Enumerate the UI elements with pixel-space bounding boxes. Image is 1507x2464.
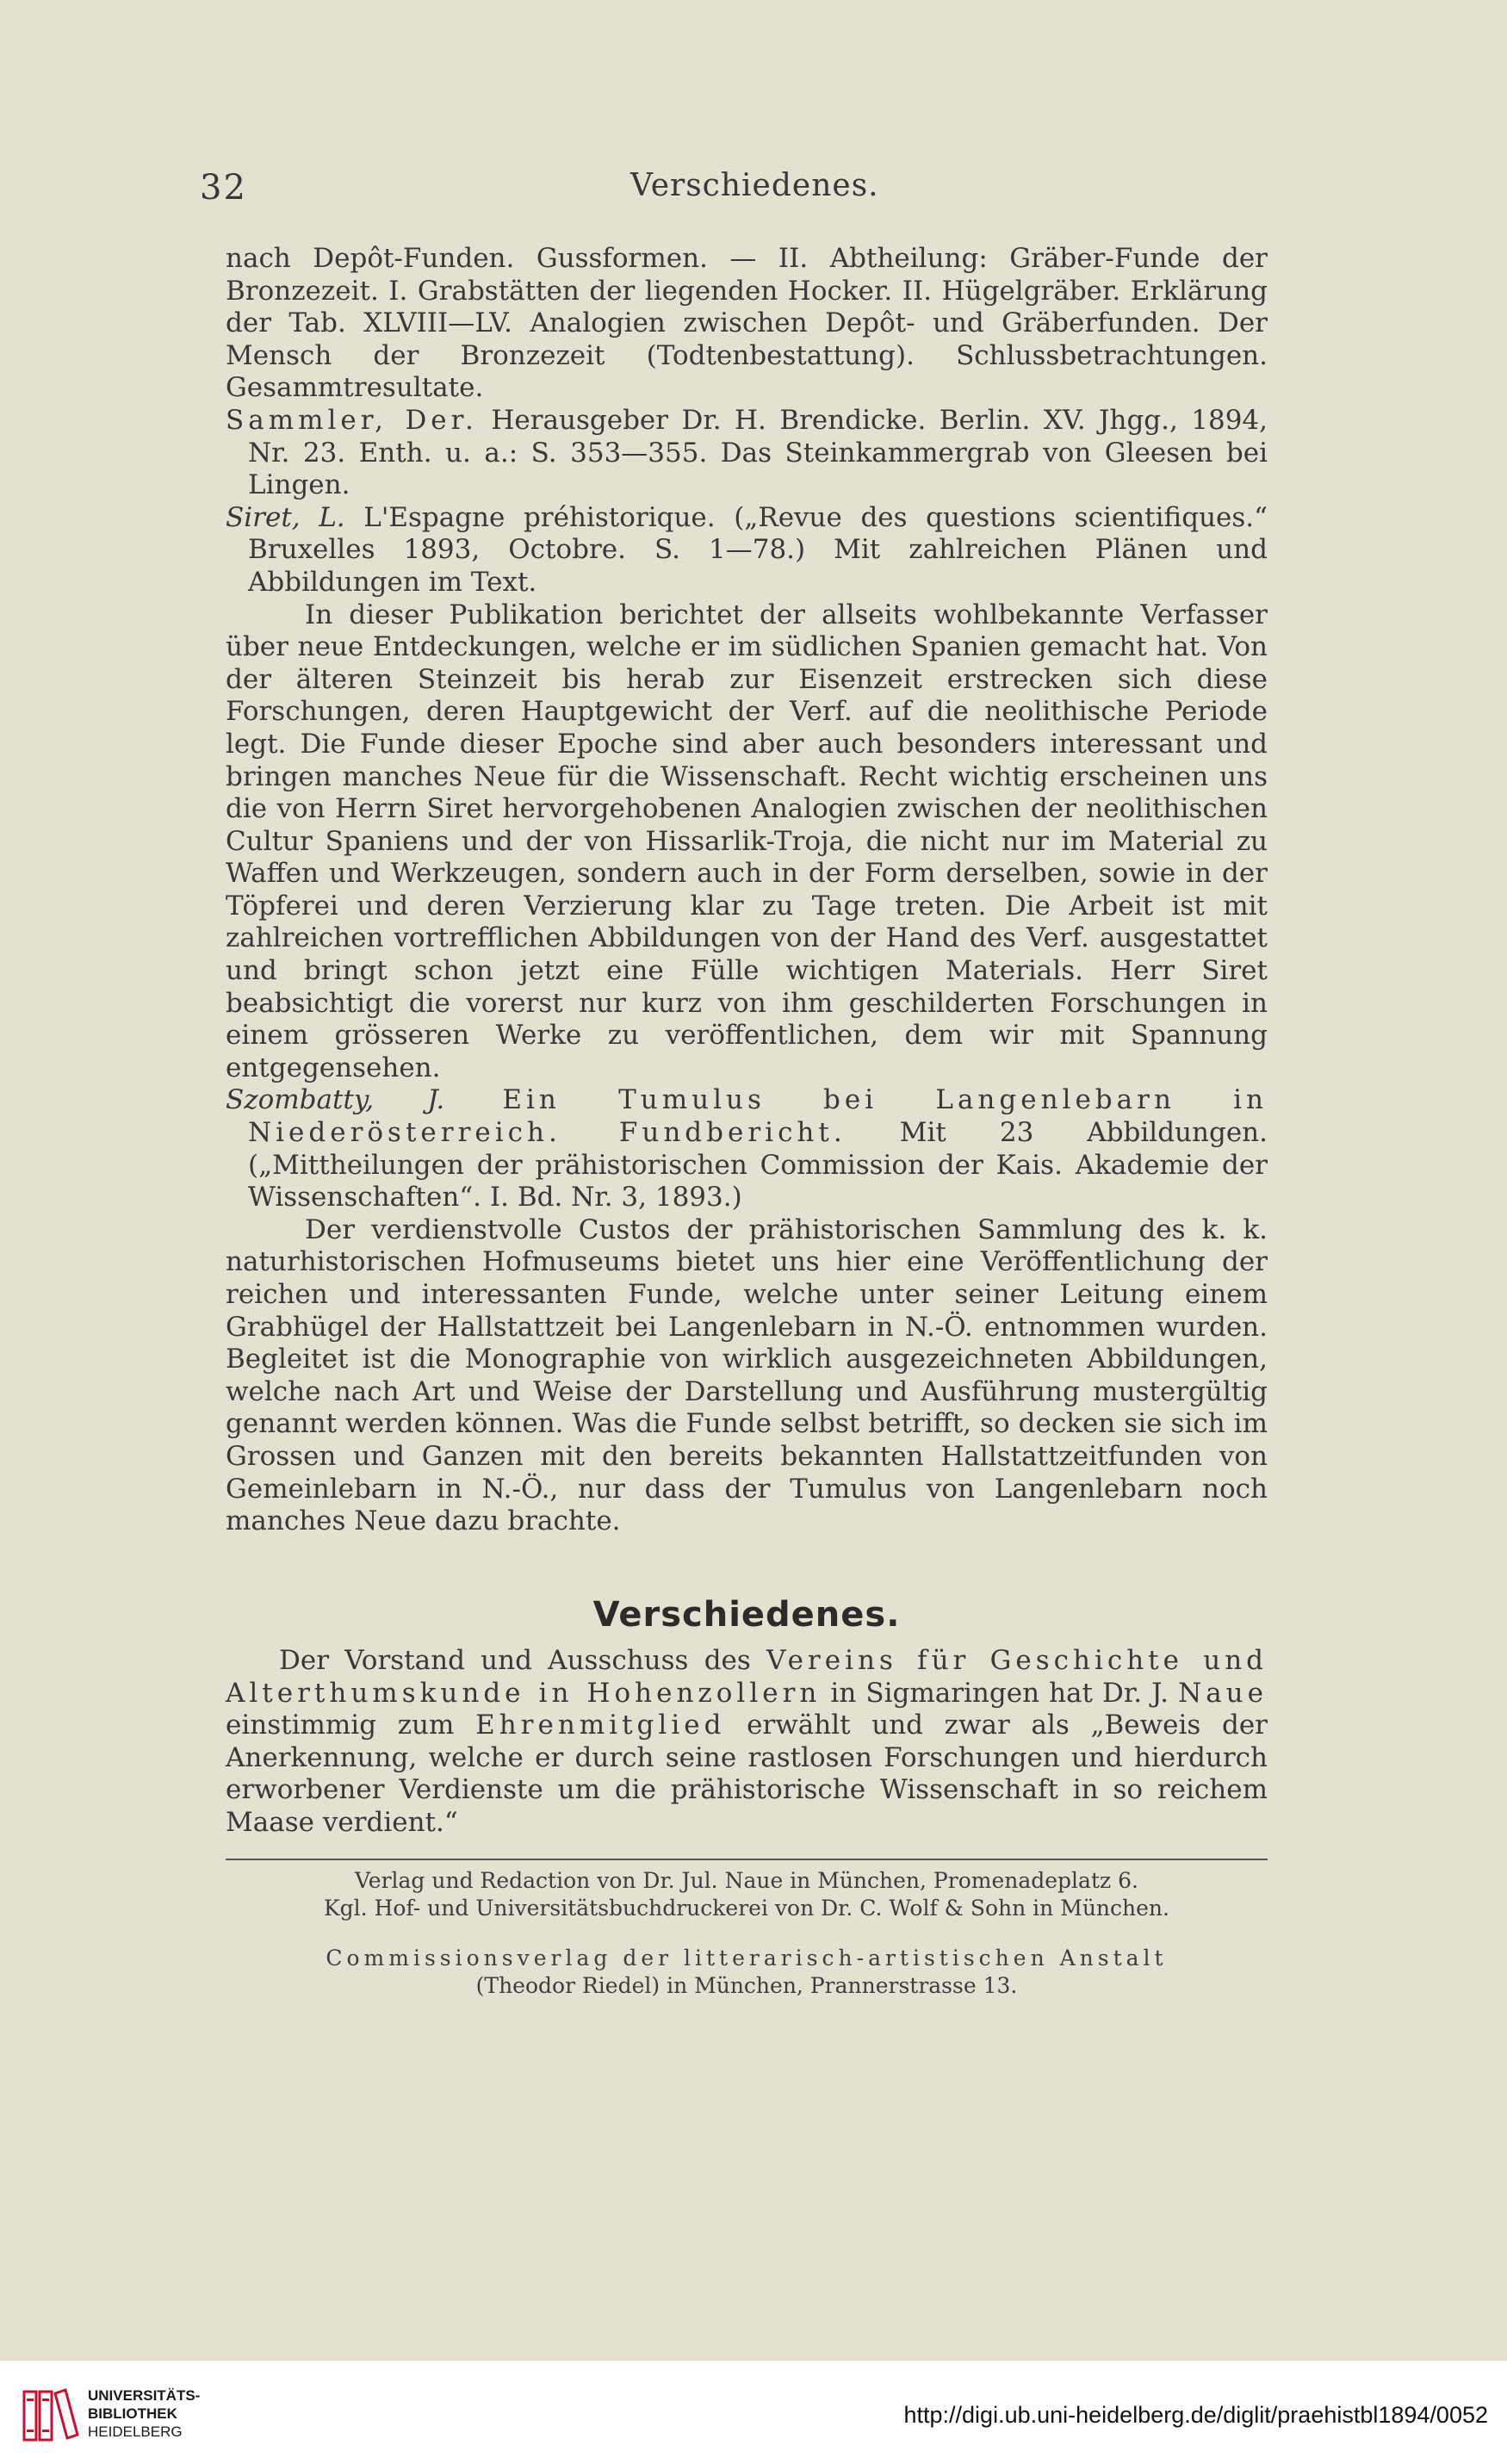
notice-honor: Ehrenmitglied bbox=[475, 1710, 726, 1741]
notice-text: in Sigmaringen hat Dr. J. bbox=[821, 1677, 1179, 1709]
library-name-line: BIBLIOTHEK bbox=[88, 2405, 177, 2422]
imprint-line: (Theodor Riedel) in München, Prannerstrasse 13. bbox=[475, 1973, 1018, 1998]
entry-text: Mit 23 Abbildungen. („Mittheilungen der prähistorischen Commission der Kais. Akademie der Wissenschaften“. I. Bd. Nr. 3, 1893.) bbox=[248, 1117, 1268, 1213]
entry-sammler bbox=[226, 405, 1268, 502]
library-name-line: HEIDELBERG bbox=[88, 2424, 183, 2440]
page-header bbox=[200, 168, 1268, 220]
permalink-url[interactable]: http://digi.ub.uni-heidelberg.de/diglit/praehistbl1894/0052 bbox=[903, 2402, 1488, 2428]
notice-text: einstimmig zum bbox=[226, 1710, 476, 1741]
review-siret: In dieser Publikation berichtet der allseits wohlbekannte Verfasser über neue Entdeckungen, welche er im südlichen Spanien gemacht hat. Von der älteren Steinzeit bis herab zur Eisenzeit erstrecken sich diese Forschungen, deren Hauptgewicht der Verf. auf die neolithische Periode legt. Die Funde dieser Epoche sind aber auch besonders interessant und bringen manches Neue für die Wissenschaft. Recht wichtig erscheinen uns die von Herrn Siret hervorgehobenen Analogien zwischen der neolithischen Cultur Spaniens und der von Hissarlik-Troja, die nicht nur im Material zu Waffen und Werkzeugen, sondern auch in der Form derselben, sowie in der Töpferei und deren Verzierung klar zu Tage treten. Die Arbeit ist mit zahlreichen vortrefflichen Abbildungen von der Hand des Verf. ausgestattet und bringt schon jetzt eine Fülle wichtigen Materials. Herr Siret beabsichtigt die vorerst nur kurz von ihm geschilderten Forschungen in einem grösseren Werke zu veröffentlichen, dem wir mit Spannung entgegensehen. bbox=[226, 599, 1268, 1083]
imprint-line: Commissionsverlag der litterarisch-artistischen Anstalt bbox=[326, 1946, 1168, 1971]
library-name bbox=[88, 2386, 200, 2441]
entry-title: Ein Tumulus bei Langenlebarn in Niederösterreich. Fundbericht. bbox=[248, 1084, 1268, 1149]
review-szombatty: Der verdienstvolle Custos der prähistorischen Sammlung des k. k. naturhistorischen Hofmuseums bietet uns hier eine Veröffentlichung der reichen und interessanten Funde, welche unter seiner Leitung einem Grabhügel der Hallstattzeit bei Langenlebarn in N.-Ö. entnommen wurden. Begleitet ist die Monographie von wirklich ausgezeichneten Abbildungen, welche nach Art und Weise der Darstellung und Ausführung mustergültig genannt werden können. Was die Funde selbst betrifft, so decken sie sich im Grossen und Ganzen mit den bereits bekannten Hallstattzeitfunden von Gemeinlebarn in N.-Ö., nur dass der Tumulus von Langenlebarn noch manches Neue dazu brachte. bbox=[226, 1213, 1268, 1537]
entry-szombatty bbox=[226, 1084, 1268, 1213]
footer-divider bbox=[226, 1859, 1268, 1860]
notice-paragraph bbox=[226, 1645, 1268, 1840]
entry-author: Szombatty, J. bbox=[226, 1084, 445, 1116]
notice-name: Naue bbox=[1178, 1677, 1268, 1709]
imprint bbox=[226, 1867, 1268, 2000]
entry-head: Sammler, Der. bbox=[226, 404, 478, 436]
library-name-line: UNIVERSITÄTS- bbox=[88, 2387, 201, 2404]
notice-text: erwählt und zwar als „Beweis der Anerkennung, welche er durch seine rastlosen Forschungen und hierdurch erworbener Verdienste um die prähistorische Wissenschaft in so reichem Maase verdient.“ bbox=[226, 1710, 1268, 1838]
imprint-line: Verlag und Redaction von Dr. Jul. Naue in München, Promenadeplatz 6. bbox=[355, 1868, 1138, 1893]
main-text bbox=[226, 243, 1268, 1538]
notice-org: Vereins für Geschichte und Alterthumskunde in Hohenzollern bbox=[226, 1645, 1268, 1709]
entry-siret bbox=[226, 502, 1268, 599]
notice-text: Der Vorstand und Ausschuss des bbox=[279, 1645, 767, 1676]
page-number: 32 bbox=[200, 168, 247, 208]
running-title: Verschiedenes. bbox=[630, 168, 879, 203]
entry-text: Herausgeber Dr. H. Brendicke. Berlin. XV. Jhgg., 1894, Nr. 23. Enth. u. a.: S. 353—355. Das Steinkammergrab von Gleesen bei Lingen. bbox=[248, 404, 1268, 501]
entry-author: Siret, L. bbox=[226, 501, 345, 533]
imprint-line: Kgl. Hof- und Universitätsbuchdruckerei von Dr. C. Wolf & Sohn in München. bbox=[324, 1896, 1169, 1921]
entry-continuation: nach Depôt-Funden. Gussformen. — II. Abtheilung: Gräber-Funde der Bronzezeit. I. Grabstätten der liegenden Hocker. II. Hügelgräber. Erklärung der Tab. XLVIII—LV. Analogien zwischen Depôt- und Gräberfunden. Der Mensch der Bronzezeit (Todtenbestattung). Schlussbetrachtungen. Gesammtresultate. bbox=[226, 243, 1268, 404]
section-heading: Verschiedenes. bbox=[592, 1595, 901, 1635]
section-notice bbox=[226, 1645, 1268, 1840]
university-library-logo-icon bbox=[16, 2385, 83, 2447]
viewer-footer-bar bbox=[0, 2360, 1507, 2464]
entry-text: L'Espagne préhistorique. („Revue des questions scientifiques.“ Bruxelles 1893, Octobre. S. 1—78.) Mit zahlreichen Plänen und Abbildungen im Text. bbox=[248, 501, 1268, 598]
